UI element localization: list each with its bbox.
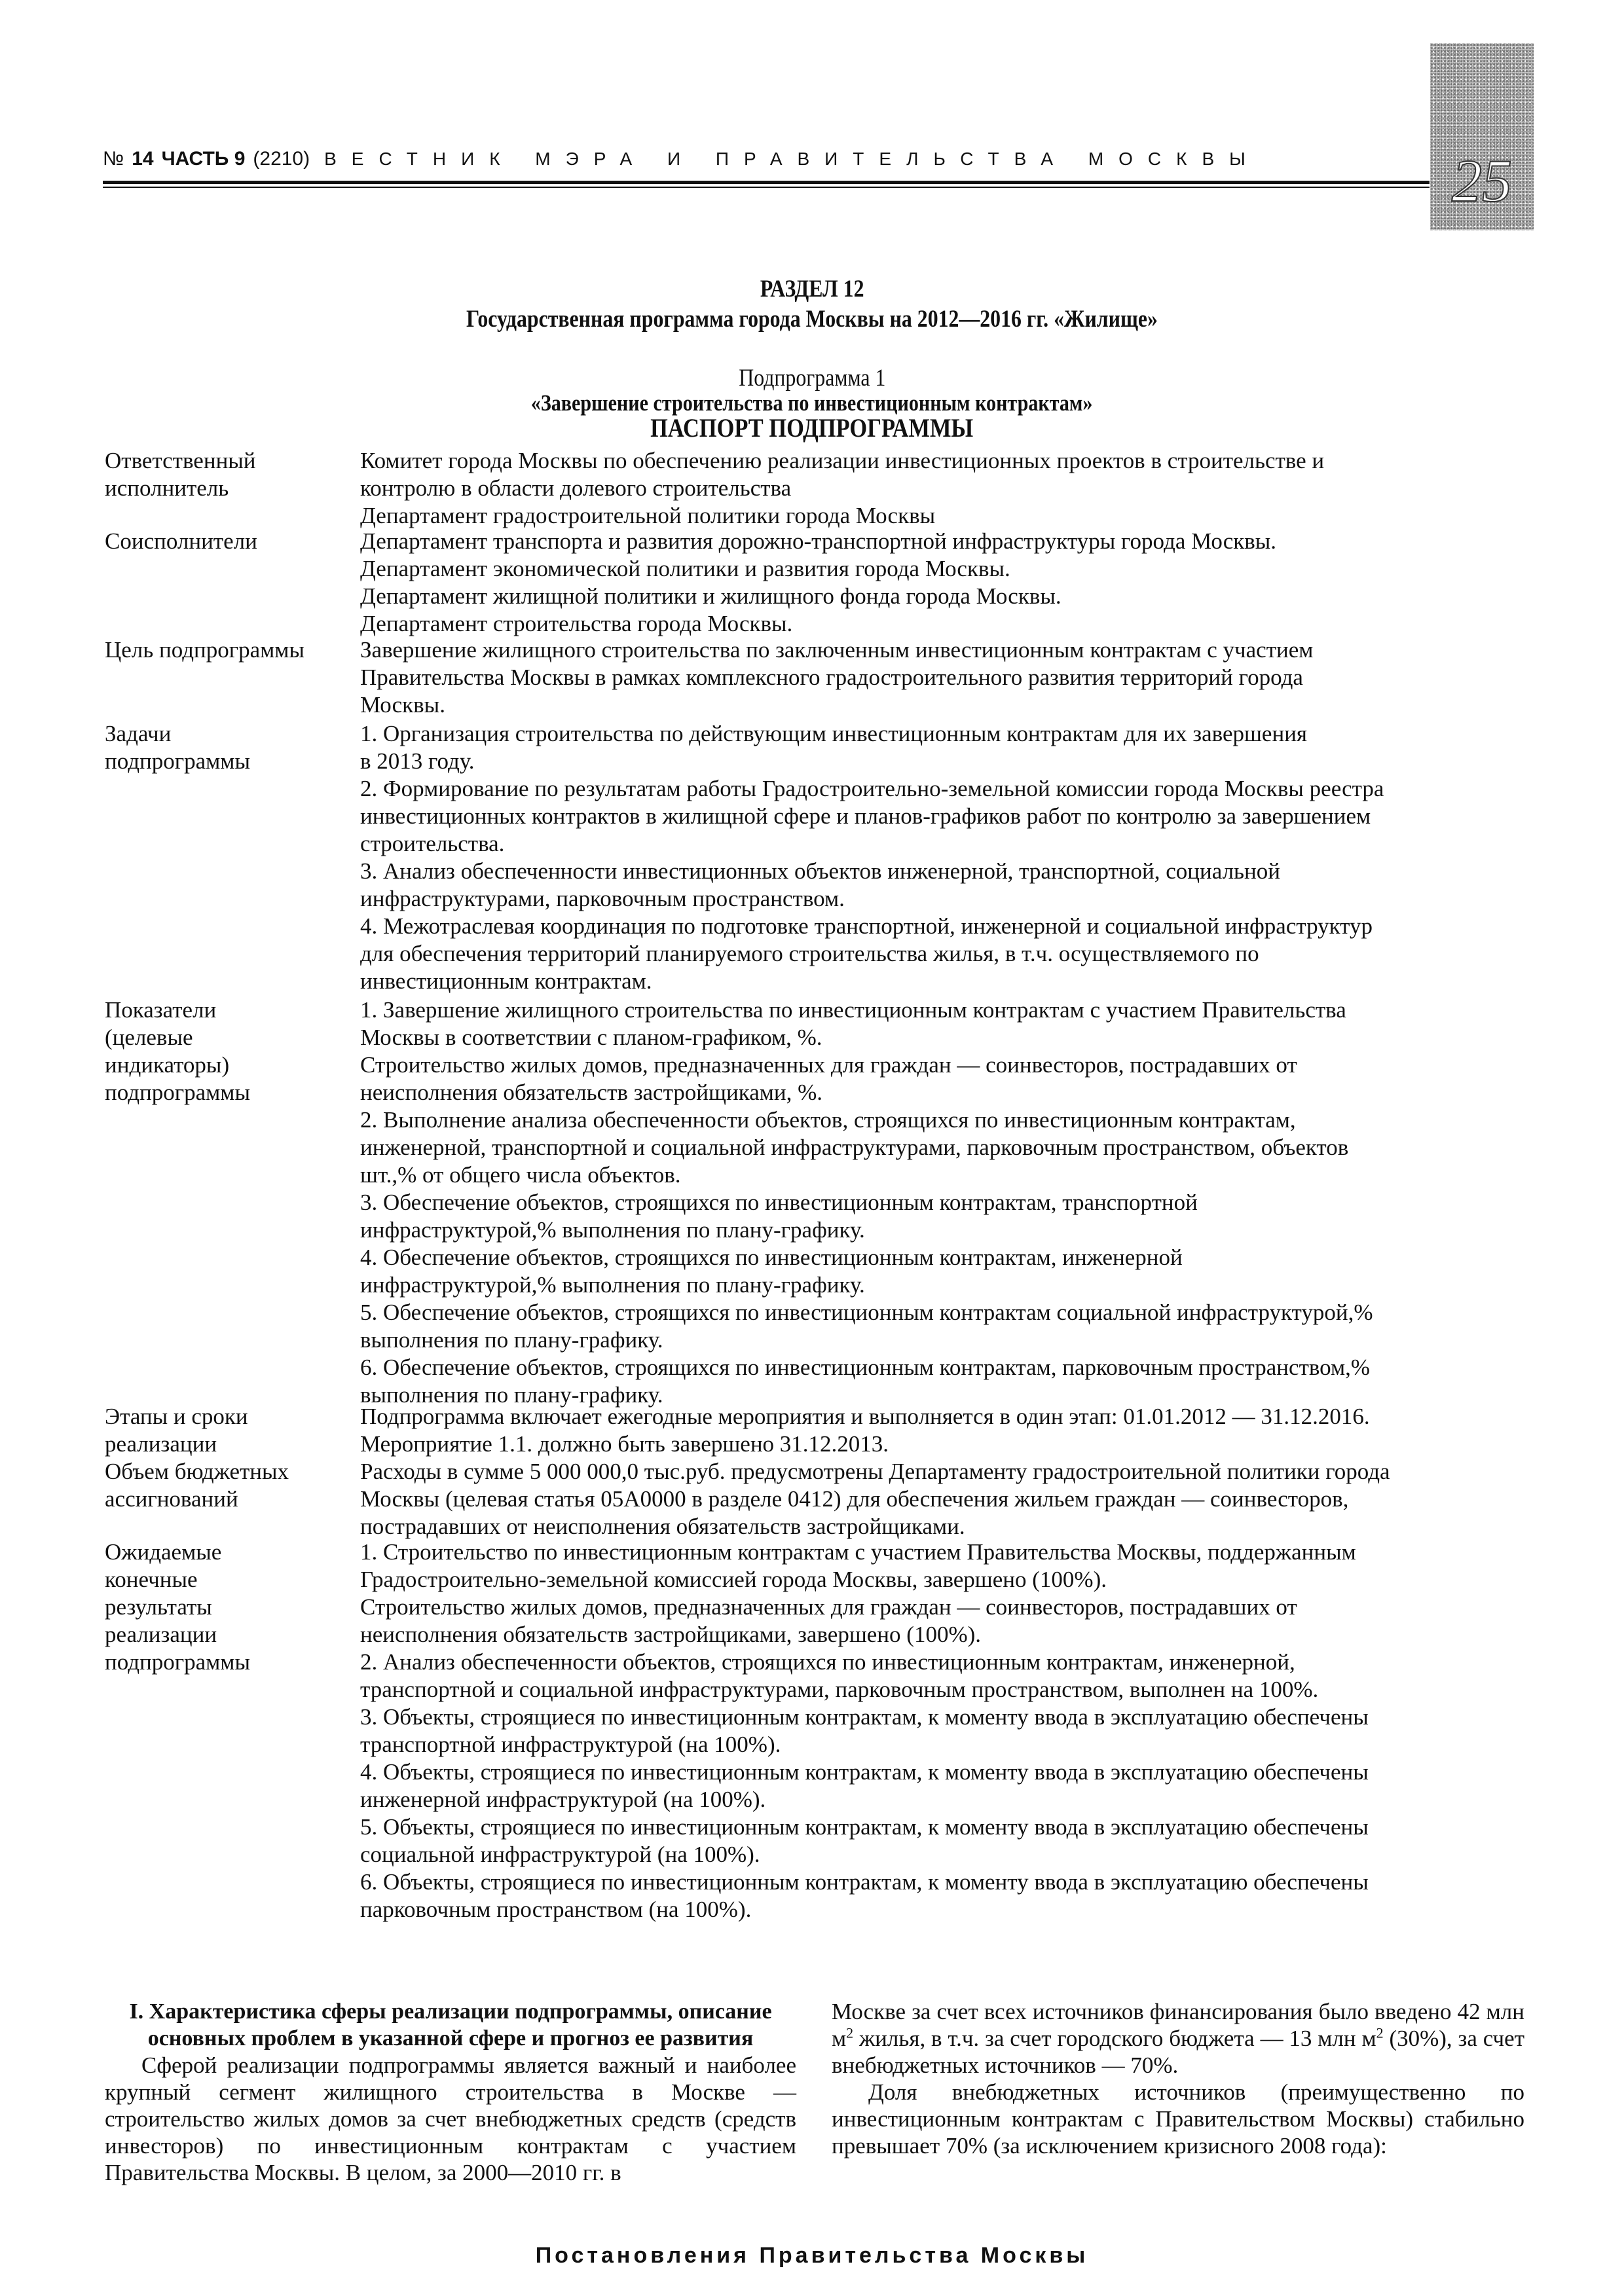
passport-row [105,636,1545,719]
paragraph: Москве за счет всех источников финансирования было введено 42 млн $м^2$ жилья, в т.ч. за счет городского бюджета — 13 млн $м^2$ (30%), за счет внебюджетных источников — 70%. [832,1999,1524,2078]
passport-row-label [105,720,360,995]
passport-row-text [360,1458,1539,1540]
text-column-left [105,1998,796,2186]
passport-label-line: Объем бюджетных [105,1459,289,1484]
passport-label-line: Задачи [105,721,172,746]
passport-label-line: подпрограммы [105,1649,250,1675]
passport-text-line: Департамент строительства города Москвы. [360,611,793,636]
passport-text-line: выполнения по плану-графику. [360,1382,663,1408]
passport-text-line: Департамент экономической политики и развития города Москвы. [360,556,1010,581]
section-title: РАЗДЕЛ 12 [760,276,864,302]
passport-text-line: неисполнения обязательств застройщиками, завершено (100%). [360,1622,982,1647]
passport-label-line: Этапы и сроки [105,1404,248,1429]
passport-text-line: для обеспечения территорий планируемого строительства жилья, в т.ч. осуществляемого по [360,941,1259,966]
passport-text-line: Департамент транспорта и развития дорожно-транспортной инфраструктуры города Москвы. [360,528,1277,554]
passport-text-line: Завершение жилищного строительства по заключенным инвестиционным контрактам с участием [360,637,1314,663]
paragraph: Доля внебюджетных источников (преимущественно по инвестиционным контрактам с Правительством Москвы) стабильно превышает 70% (за исключением кризисного 2008 года): [832,2079,1524,2159]
passport-row-label [105,636,360,719]
passport-text-line: инвестиционных контрактов в жилищной сфере и планов-графиков работ по контролю за завершением [360,803,1371,829]
passport-label-line: Ожидаемые [105,1539,222,1565]
page-number: 25 [1452,147,1512,214]
header-rule [103,181,1430,184]
passport-row-text [360,996,1539,1409]
passport-text-line: 1. Организация строительства по действующим инвестиционным контрактам для их завершения [360,721,1308,746]
passport-label-line: конечные [105,1567,198,1592]
passport-text-line: в 2013 году. [360,748,475,774]
passport-text-line: неисполнения обязательств застройщиками, %. [360,1080,823,1105]
footer-title: Постановления Правительства Москвы [535,2243,1089,2268]
passport-text-line: пострадавших от неисполнения обязательств застройщиками. [360,1514,965,1539]
issue-sign: № [103,148,124,170]
passport-text-line: 2. Анализ обеспеченности объектов, строящихся по инвестиционным контрактам, инженерной, [360,1649,1295,1675]
program-title: Государственная программа города Москвы на 2012—2016 гг. «Жилище» [466,306,1158,333]
passport-text-line: Мероприятие 1.1. должно быть завершено 31.12.2013. [360,1431,889,1457]
passport-text-line: контролю в области долевого строительства [360,475,792,501]
passport-text-line: инвестиционным контрактам. [360,968,652,994]
passport-row-text [360,447,1539,530]
passport-label-line: индикаторы) [105,1052,230,1078]
passport-text-line: 5. Объекты, строящиеся по инвестиционным контрактам, к моменту ввода в эксплуатацию обеспечены [360,1814,1369,1840]
passport-label-line: подпрограммы [105,1080,250,1105]
passport-row-label [105,996,360,1409]
passport-label-line: (целевые [105,1025,193,1050]
passport-text-line: инженерной инфраструктурой (на 100%). [360,1787,766,1812]
passport-text-line: 4. Объекты, строящиеся по инвестиционным контрактам, к моменту ввода в эксплуатацию обеспечены [360,1759,1369,1785]
passport-text-line: социальной инфраструктурой (на 100%). [360,1842,760,1867]
passport-row [105,1403,1545,1458]
passport-text-line: 4. Межотраслевая координация по подготовке транспортной, инженерной и социальной инфраструктур [360,913,1373,939]
passport-label-line: Соисполнители [105,528,257,554]
issue-serial: (2210) [253,148,310,170]
passport-text-line: шт.,% от общего числа объектов. [360,1162,681,1188]
passport-label-line: результаты [105,1594,212,1620]
passport-text-line: 1. Строительство по инвестиционным контрактам с участием Правительства Москвы, поддержанным [360,1539,1356,1565]
passport-text-line: Подпрограмма включает ежегодные мероприятия и выполняется в один этап: 01.01.2012 — 31.12.2016. [360,1404,1370,1429]
passport-text-line: Расходы в сумме 5 000 000,0 тыс.руб. предусмотрены Департаменту градостроительной политики города [360,1459,1390,1484]
passport-text-line: 3. Объекты, строящиеся по инвестиционным контрактам, к моменту ввода в эксплуатацию обеспечены [360,1704,1369,1730]
passport-text-line: Департамент градостроительной политики города Москвы [360,503,936,528]
passport-row-text [360,636,1539,719]
passport-label-line: Показатели [105,997,217,1023]
header-rule-thin [103,187,1430,188]
subprogram-label: Подпрограмма 1 [738,365,886,392]
passport-text-line: 3. Обеспечение объектов, строящихся по инвестиционным контрактам, транспортной [360,1190,1198,1215]
text-column-right [832,1998,1524,2159]
passport-row [105,1458,1545,1540]
passport-row [105,996,1545,1409]
chapter-heading-line: основных проблем в указанной сфере и прогноз ее развития [147,2026,754,2050]
passport-row-text [360,528,1539,638]
passport-text-line: выполнения по плану-графику. [360,1327,663,1353]
passport-label-line: подпрограммы [105,748,250,774]
subprogram-name: «Завершение строительства по инвестиционным контрактам» [531,390,1093,416]
magazine-title: ВЕСТНИК МЭРА И ПРАВИТЕЛЬСТВА МОСКВЫ [324,149,1261,169]
passport-text-line: 6. Объекты, строящиеся по инвестиционным контрактам, к моменту ввода в эксплуатацию обеспечены [360,1869,1369,1895]
passport-text-line: 5. Обеспечение объектов, строящихся по инвестиционным контрактам социальной инфраструктурой,% [360,1300,1373,1325]
passport-row [105,528,1545,638]
passport-row-label [105,1403,360,1458]
passport-row-label [105,447,360,530]
passport-text-line: Комитет города Москвы по обеспечению реализации инвестиционных проектов в строительстве и [360,448,1325,473]
passport-label-line: реализации [105,1622,217,1647]
passport-row [105,447,1545,530]
passport-label-line: Ответственный [105,448,256,473]
passport-text-line: инфраструктурой,% выполнения по плану-графику. [360,1217,865,1243]
passport-text-line: транспортной инфраструктурой (на 100%). [360,1732,781,1757]
passport-text-line: Правительства Москвы в рамках комплексного градостроительного развития территорий города [360,665,1303,690]
passport-row-label [105,1458,360,1540]
paragraph: Сферой реализации подпрограммы является важный и наиболее крупный сегмент жилищного строительства в Москве — строительство жилых домов за счет внебюджетных средств (средств инвесторов) по инвестиционным контрактам с участием Правительства Москвы. В целом, за 2000—2010 гг. в [105,2052,796,2185]
passport-row [105,720,1545,995]
passport-label-line: Цель подпрограммы [105,637,304,663]
passport-text-line: парковочным пространством (на 100%). [360,1897,752,1922]
passport-text-line: 1. Завершение жилищного строительства по инвестиционным контрактам с участием Правительства [360,997,1346,1023]
passport-row-text [360,1539,1539,1923]
passport-text-line: транспортной и социальной инфраструктурами, парковочным пространством, выполнен на 100%. [360,1677,1319,1702]
passport-label-line: ассигнований [105,1486,238,1512]
passport-row-text [360,1403,1539,1458]
passport-row-label [105,528,360,638]
passport-text-line: инженерной, транспортной и социальной инфраструктурами, парковочным пространством, объектов [360,1135,1349,1160]
passport-row-text [360,720,1539,995]
passport-text-line: Градостроительно-земельной комиссией города Москвы, завершено (100%). [360,1567,1107,1592]
chapter-heading-line: I. Характеристика сферы реализации подпрограммы, описание [129,1999,772,2024]
issue-part: ЧАСТЬ 9 [161,148,246,170]
passport-label-line: исполнитель [105,475,229,501]
passport-row [105,1539,1545,1923]
passport-text-line: инфраструктурами, парковочным пространством. [360,886,845,911]
passport-text-line: строительства. [360,831,505,856]
passport-text-line: Строительство жилых домов, предназначенных для граждан — соинвесторов, пострадавших от [360,1052,1297,1078]
chapter-heading [105,1998,796,2052]
passport-row-label [105,1539,360,1923]
passport-text-line: 6. Обеспечение объектов, строящихся по инвестиционным контрактам, парковочным пространством,% [360,1355,1371,1380]
passport-text-line: 3. Анализ обеспеченности инвестиционных объектов инженерной, транспортной, социальной [360,858,1280,884]
passport-title: ПАСПОРТ ПОДПРОГРАММЫ [650,413,974,443]
passport-text-line: Москвы. [360,692,445,718]
passport-text-line: Москвы в соответствии с планом-графиком, %. [360,1025,822,1050]
passport-text-line: 2. Выполнение анализа обеспеченности объектов, строящихся по инвестиционным контрактам, [360,1107,1296,1133]
passport-label-line: реализации [105,1431,217,1457]
issue-number: 14 [132,148,154,170]
journal-header [103,148,1261,174]
passport-text-line: инфраструктурой,% выполнения по плану-графику. [360,1272,865,1298]
passport-text-line: Департамент жилищной политики и жилищного фонда города Москвы. [360,583,1061,609]
passport-text-line: 4. Обеспечение объектов, строящихся по инвестиционным контрактам, инженерной [360,1245,1183,1270]
passport-text-line: Строительство жилых домов, предназначенных для граждан — соинвесторов, пострадавших от [360,1594,1297,1620]
passport-text-line: 2. Формирование по результатам работы Градостроительно-земельной комиссии города Москвы реестра [360,776,1384,801]
passport-text-line: Москвы (целевая статья 05А0000 в разделе 0412) для обеспечения жильем граждан — соинвесторов, [360,1486,1349,1512]
